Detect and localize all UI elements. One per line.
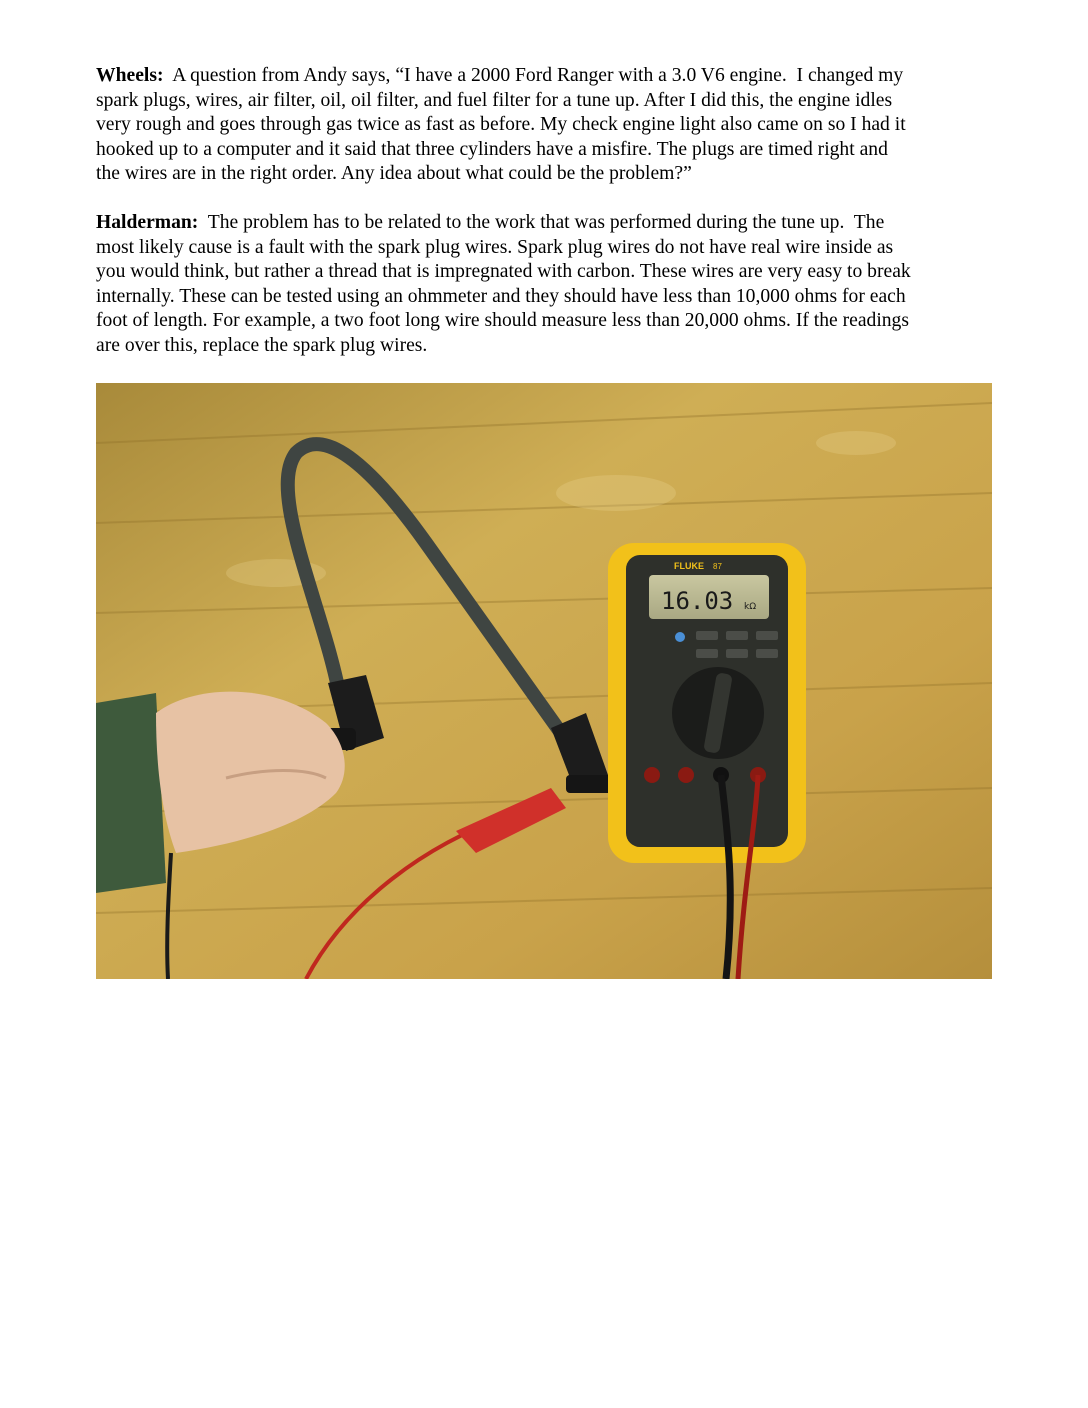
- answer-line: most likely cause is a fault with the spark plug wires. Spark plug wires do not have real wire inside as: [96, 236, 894, 258]
- answer-line: internally. These can be tested using an ohmmeter and they should have less than 10,000 ohms for each: [96, 285, 906, 307]
- wood-bench: [96, 383, 992, 979]
- meter-unit: kΩ: [744, 602, 757, 612]
- question-line: A question from Andy says, “I have a 2000 Ford Ranger with a 3.0 V6 engine. I changed my: [163, 65, 904, 86]
- answer-line: are over this, replace the spark plug wires.: [96, 334, 428, 356]
- sleeve: [96, 693, 166, 893]
- answer-paragraph: [96, 211, 996, 359]
- answer-line: foot of length. For example, a two foot long wire should measure less than 20,000 ohms. If the readings: [96, 310, 909, 332]
- question-paragraph: [96, 64, 996, 187]
- meter-model: 87: [713, 562, 722, 571]
- multimeter: [608, 543, 806, 863]
- question-line: hooked up to a computer and it said that three cylinders have a misfire. The plugs are timed right and: [96, 138, 888, 160]
- answer-line: The problem has to be related to the work that was performed during the tune up. The: [198, 212, 885, 233]
- answer-speaker: Halderman:: [96, 212, 199, 233]
- question-line: very rough and goes through gas twice as fast as before. My check engine light also came on so I had it: [96, 114, 906, 136]
- meter-reading: 16.03: [661, 587, 734, 615]
- question-speaker: Wheels:: [96, 65, 164, 86]
- meter-brand: FLUKE: [674, 561, 704, 571]
- answer-line: you would think, but rather a thread that is impregnated with carbon. These wires are very easy to break: [96, 261, 911, 283]
- question-line: spark plugs, wires, air filter, oil, oil filter, and fuel filter for a tune up. After I did this, the engine idles: [96, 89, 893, 111]
- multimeter-photo: [96, 383, 992, 979]
- question-line: the wires are in the right order. Any idea about what could be the problem?”: [96, 163, 692, 185]
